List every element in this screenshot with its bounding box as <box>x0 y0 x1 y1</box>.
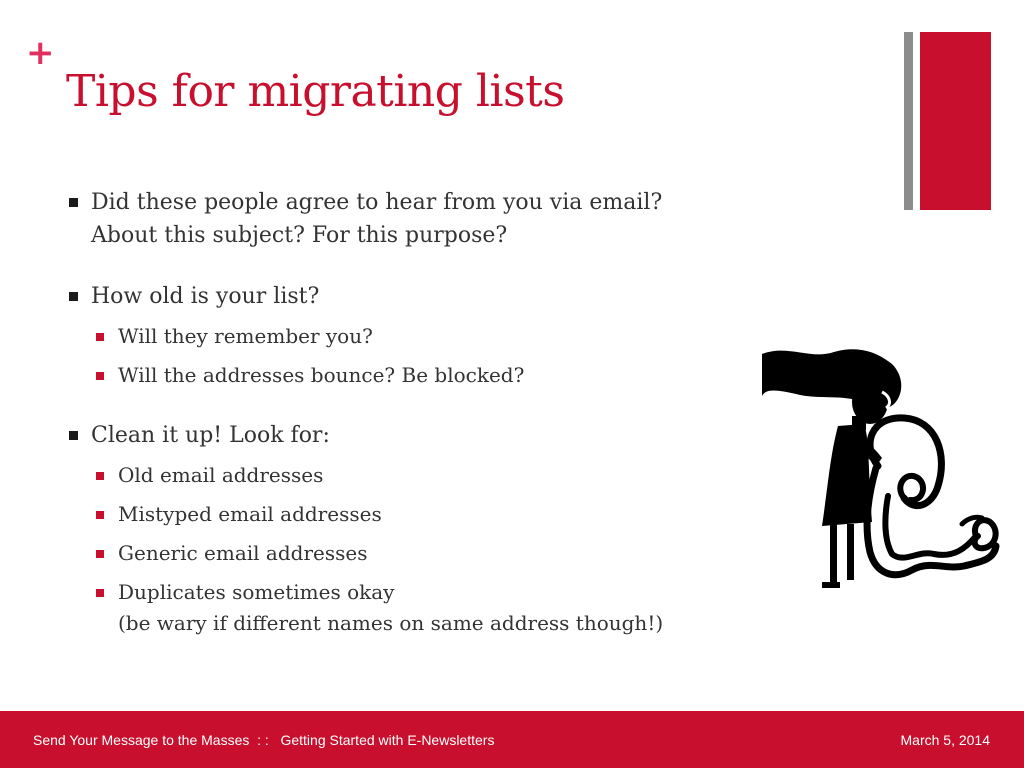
square-bullet-icon <box>69 431 78 440</box>
footer-date: March 5, 2014 <box>900 732 990 748</box>
sub-bullet-text: Will the addresses bounce? Be blocked? <box>118 363 525 387</box>
bullet-item <box>68 419 788 452</box>
sub-bullet-text: Duplicates sometimes okay <box>118 580 395 604</box>
sub-bullet-text: Old email addresses <box>118 463 324 487</box>
footer-bar <box>0 711 1024 768</box>
bullet-text: Clean it up! Look for: <box>91 423 330 448</box>
sub-bullet-text: Mistyped email addresses <box>118 502 382 526</box>
bullet-item <box>68 280 788 313</box>
sub-bullet-item <box>94 360 788 391</box>
sub-bullet-item <box>94 499 788 530</box>
sub-bullet-item <box>94 577 788 639</box>
sub-bullet-item <box>94 538 788 569</box>
footer-title: Send Your Message to the Masses : : Getting Started with E-Newsletters <box>33 732 495 748</box>
square-bullet-icon <box>96 333 104 341</box>
square-bullet-icon <box>96 511 104 519</box>
square-bullet-icon <box>69 198 78 207</box>
square-bullet-icon <box>96 372 104 380</box>
square-bullet-icon <box>96 589 104 597</box>
bullet-item <box>68 186 788 252</box>
bullet-text: How old is your list? <box>91 284 320 309</box>
sub-bullet-text: (be wary if different names on same address though!) <box>118 611 664 635</box>
sub-bullet-item <box>94 460 788 491</box>
accent-bar-gray <box>904 32 913 210</box>
sub-bullet-text: Will they remember you? <box>118 324 373 348</box>
plus-icon: + <box>26 33 55 73</box>
slide-title: Tips for migrating lists <box>66 66 565 117</box>
sub-bullet-item <box>94 321 788 352</box>
square-bullet-icon <box>69 292 78 301</box>
accent-bar-red <box>920 32 991 210</box>
square-bullet-icon <box>96 550 104 558</box>
bullet-text: About this subject? For this purpose? <box>91 223 508 248</box>
person-reading-scroll-icon <box>758 346 1004 592</box>
bullet-text: Did these people agree to hear from you via email? <box>91 190 663 215</box>
bullet-list <box>68 186 788 639</box>
square-bullet-icon <box>96 472 104 480</box>
sub-bullet-text: Generic email addresses <box>118 541 368 565</box>
